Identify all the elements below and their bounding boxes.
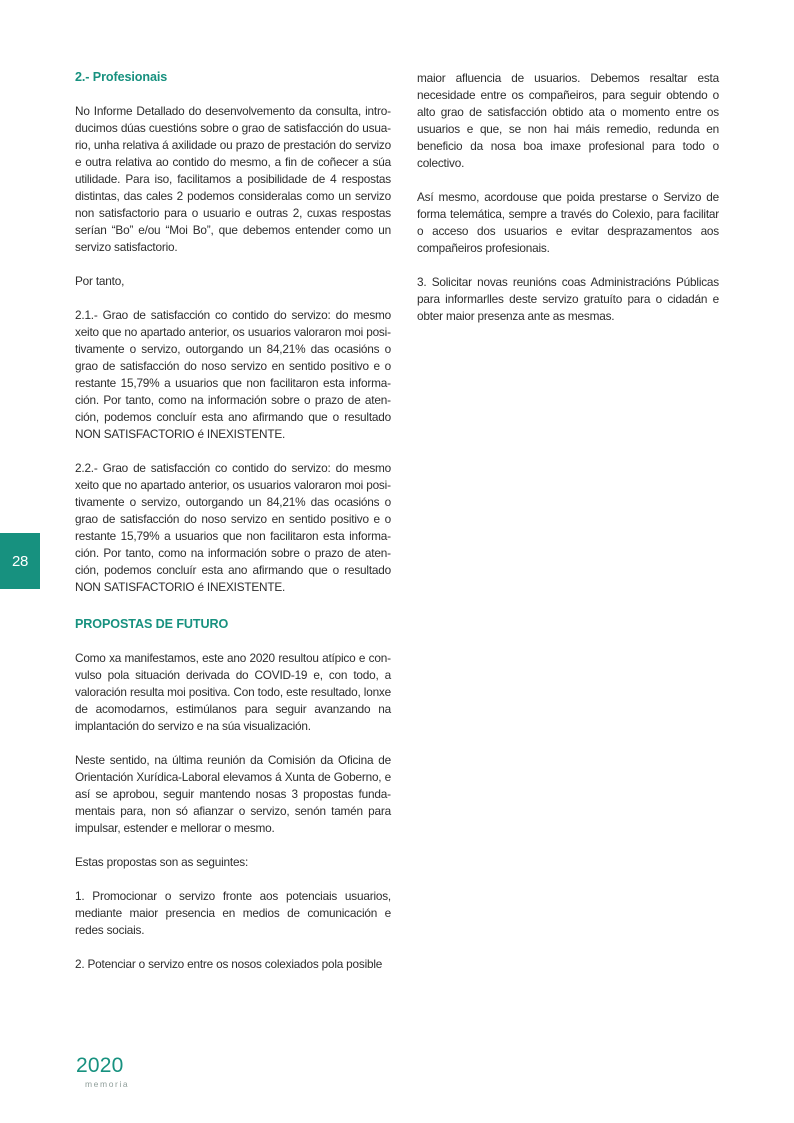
propostas-intro-line: Estas propostas son as seguintes: bbox=[75, 855, 249, 869]
proposta-1-paragraph: 1. Promocionar o servizo fronte aos potenciais usuarios, mediante maior presencia en medios de comunicación e redes sociais. bbox=[75, 889, 391, 937]
page-number-badge: 28 bbox=[0, 533, 40, 589]
proposta-2-continuation-paragraph: maior afluencia de usuarios. Debemos resaltar esta necesidade entre os compañeiros, para seguir obtendo o alto grao de satisfacción obtido ata o momento entre os usuarios e que, se non hai máis remedio, redunda en beneficio da nosa boa imaxe profesional para todo o colectivo. bbox=[417, 71, 719, 170]
section-heading-profesionais: 2.- Profesionais bbox=[75, 70, 168, 84]
paragraph-2-1: 2.1.- Grao de satisfacción co contido do servizo: do mesmo xeito que no apartado anterior, os usuarios valoraron moi positivamente o servizo, outorgando un 84,21% das ocasións o grao de satisfacción do noso servizo en sentido positivo e o restante 15,79% a usuarios que non facilitaron esta información. Por tanto, como na información sobre o prazo de atención, podemos concluír esta ano afirmando que o resultado NON SATISFACTORIO é INEXISTENTE. bbox=[75, 308, 391, 441]
proposta-3-paragraph: 3. Solicitar novas reunións coas Administracións Públicas para informarlles deste servizo gratuíto para o cidadán e obter maior presenza ante as mesmas. bbox=[417, 275, 719, 323]
intro-paragraph: No Informe Detallado do desenvolvemento da consulta, introducimos dúas cuestións sobre o grao de satisfacción do usuario, unha relativa á axilidade ou prazo de prestación do servizo e outra relativa ao contido do mesmo, a fin de coñecer a súa utilidade. Para iso, facilitamos a posibilidade de 4 respostas distintas, das cales 2 podemos consideralas como un servizo non satisfactorio para o usuario e outras 2, cuxas respostas serían “Bo” e/ou “Moi Bo”, que debemos entender como un servizo satisfactorio. bbox=[75, 104, 391, 254]
proposta-2-start-line: 2. Potenciar o servizo entre os nosos colexiados pola posible bbox=[75, 957, 383, 971]
paragraph-2-2: 2.2.- Grao de satisfacción co contido do servizo: do mesmo xeito que no apartado anterior, os usuarios valoraron moi positivamente o servizo, outorgando un 84,21% das ocasións o grao de satisfacción do noso servizo en sentido positivo e o restante 15,79% a usuarios que non facilitaron esta información. Por tanto, como na información sobre o prazo de atención, podemos concluír esta ano afirmando que o resultado NON SATISFACTORIO é INEXISTENTE. bbox=[75, 461, 391, 594]
asi-mesmo-paragraph: Así mesmo, acordouse que poida prestarse o Servizo de forma telemática, sempre a través do Colexio, para facilitar o acceso dos usuarios e evitar desprazamentos aos compañeiros profesionais. bbox=[417, 190, 719, 255]
page-footer bbox=[76, 1055, 129, 1089]
left-column bbox=[75, 70, 391, 990]
footer-memoria-label: memoria bbox=[85, 1079, 130, 1089]
right-column bbox=[417, 70, 719, 990]
por-tanto-line: Por tanto, bbox=[75, 274, 125, 288]
section-heading-propostas: PROPOSTAS DE FUTURO bbox=[75, 617, 229, 631]
footer-year: 2020 bbox=[76, 1054, 124, 1077]
neste-sentido-paragraph: Neste sentido, na última reunión da Comisión da Oficina de Orientación Xurídica-Laboral elevamos á Xunta de Goberno, e así se aprobou, seguir mantendo nosas 3 propostas fundamentais para, non só afianzar o servizo, senón tamén para impulsar, estender e mellorar o mesmo. bbox=[75, 753, 391, 835]
covid-paragraph: Como xa manifestamos, este ano 2020 resultou atípico e convulso pola situación derivada do COVID-19 e, con todo, a valoración resulta moi positiva. Con todo, este resultado, lonxe de acomodarnos, estimúlanos para seguir avanzando na implantación do servizo e na súa visualización. bbox=[75, 651, 391, 733]
two-column-layout bbox=[75, 70, 719, 990]
